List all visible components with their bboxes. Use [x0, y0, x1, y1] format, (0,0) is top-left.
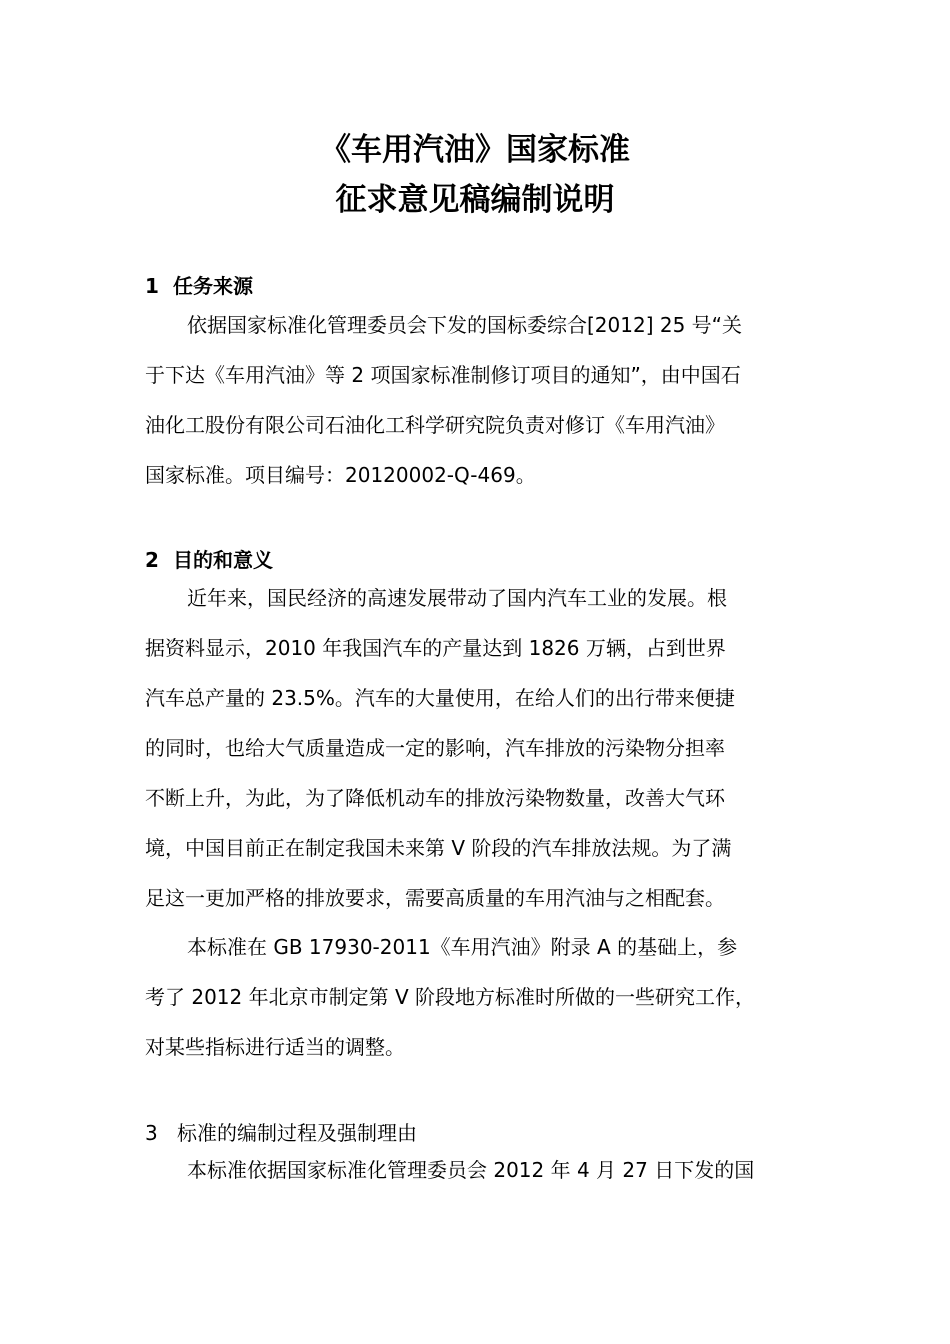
document-title-line-2: 征求意见稿编制说明	[335, 182, 615, 218]
paragraph-line: 考了 2012 年北京市制定第 V 阶段地方标准时所做的一些研究工作，	[145, 985, 756, 1009]
paragraph-line: 于下达《车用汽油》等 2 项国家标准制修订项目的通知”，由中国石	[145, 363, 741, 387]
paragraph-line: 依据国家标准化管理委员会下发的国标委综合[2012] 25 号“关	[187, 313, 743, 337]
section-number: 2	[145, 548, 159, 572]
paragraph-line: 的同时，也给大气质量造成一定的影响，汽车排放的污染物分担率	[145, 736, 725, 760]
section-number: 3	[145, 1121, 158, 1145]
document-title-line-1: 《车用汽油》国家标准	[320, 132, 630, 168]
section-2-heading	[145, 545, 273, 575]
paragraph-line: 据资料显示，2010 年我国汽车的产量达到 1826 万辆，占到世界	[145, 636, 726, 660]
section-title: 标准的编制过程及强制理由	[177, 1121, 417, 1145]
paragraph-line: 近年来，国民经济的高速发展带动了国内汽车工业的发展。根	[187, 586, 727, 610]
paragraph-line: 国家标准。项目编号：20120002-Q-469。	[145, 463, 536, 487]
section-1-heading	[145, 271, 253, 301]
paragraph-line: 汽车总产量的 23.5%。汽车的大量使用，在给人们的出行带来便捷	[145, 686, 735, 710]
paragraph-line: 本标准依据国家标准化管理委员会 2012 年 4 月 27 日下发的国	[187, 1158, 755, 1182]
paragraph-line: 本标准在 GB 17930-2011《车用汽油》附录 A 的基础上，参	[187, 935, 738, 959]
paragraph-line: 油化工股份有限公司石油化工科学研究院负责对修订《车用汽油》	[145, 413, 725, 437]
paragraph-line: 不断上升，为此，为了降低机动车的排放污染物数量，改善大气环	[145, 786, 725, 810]
section-title: 任务来源	[173, 274, 253, 298]
paragraph-line: 足这一更加严格的排放要求，需要高质量的车用汽油与之相配套。	[145, 886, 725, 910]
section-number: 1	[145, 274, 159, 298]
section-title: 目的和意义	[173, 548, 273, 572]
section-3-heading	[145, 1118, 417, 1148]
paragraph-line: 境，中国目前正在制定我国未来第 V 阶段的汽车排放法规。为了满	[145, 836, 732, 860]
paragraph-line: 对某些指标进行适当的调整。	[145, 1035, 405, 1059]
